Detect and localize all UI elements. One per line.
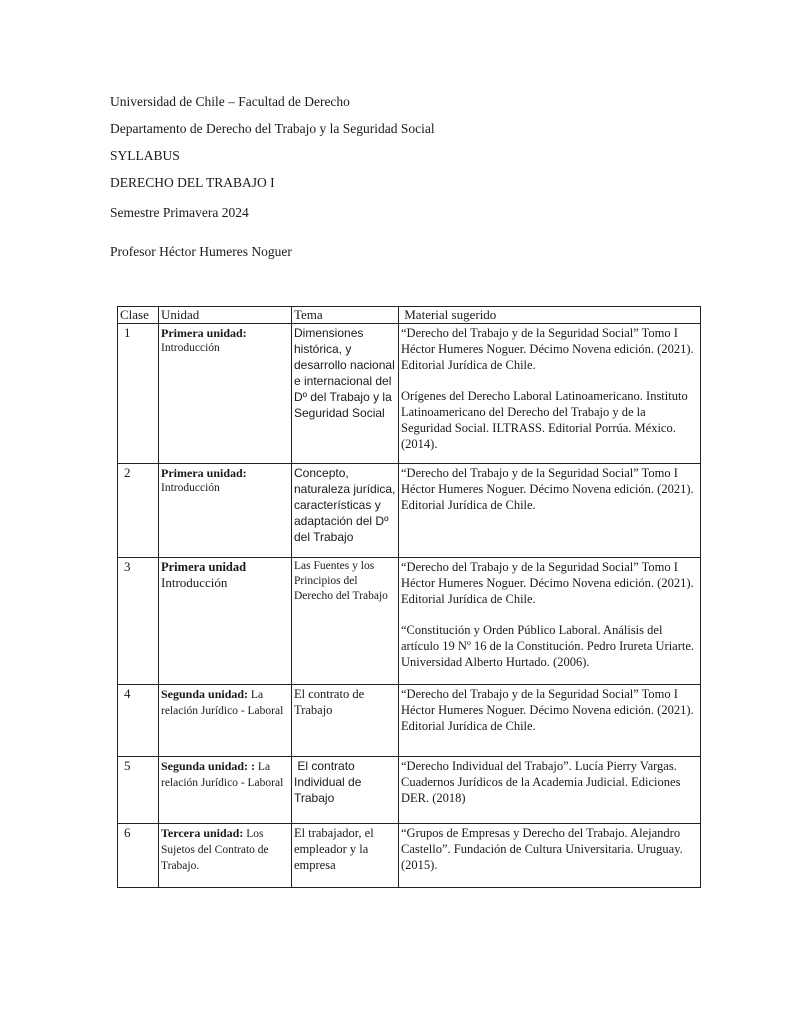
tema-cell: El contrato Individual de Trabajo xyxy=(292,757,399,824)
syllabus-table xyxy=(117,306,701,888)
university-line: Universidad de Chile – Facultad de Derecho xyxy=(110,94,350,109)
unidad-cell xyxy=(159,757,292,824)
table-row xyxy=(118,685,701,757)
unidad-cell xyxy=(159,685,292,757)
clase-cell xyxy=(118,464,159,558)
material-reference: “Derecho Individual del Trabajo”. Lucía Pierry Vargas. xyxy=(401,759,677,773)
material-cell xyxy=(399,685,701,757)
table-row xyxy=(118,558,701,685)
column-header-material: Material sugerido xyxy=(399,307,701,324)
unidad-subtitle: Introducción xyxy=(161,342,220,354)
tema-cell: El contrato de Trabajo xyxy=(292,685,399,757)
column-header-unidad: Unidad xyxy=(159,307,292,324)
table-header-row xyxy=(118,307,701,324)
unidad-title: Primera unidad xyxy=(161,560,247,574)
unidad-title: Tercera unidad: xyxy=(161,826,244,840)
unidad-cell xyxy=(159,324,292,464)
table-row xyxy=(118,324,701,464)
doc-type-line: SYLLABUS xyxy=(110,148,180,163)
unidad-cell xyxy=(159,464,292,558)
department-line: Departamento de Derecho del Trabajo y la Seguridad Social xyxy=(110,121,435,136)
course-title: DERECHO DEL TRABAJO I xyxy=(110,175,275,190)
material-reference: Cuadernos Jurídicos de la Academia Judicial. Ediciones DER. (2018) xyxy=(401,775,681,805)
tema-cell: Las Fuentes y los Principios del Derecho del Trabajo xyxy=(292,558,399,685)
unidad-subtitle: Los Sujetos del Contrato de Trabajo. xyxy=(161,828,269,872)
material-reference: “Derecho del Trabajo y de la Seguridad Social” Tomo I Héctor Humeres Noguer. Décimo Novena edición. (2021). Editorial Jurídica de Chile. xyxy=(401,687,694,733)
unidad-subtitle: La relación Jurídico - Laboral xyxy=(161,689,284,717)
material-cell xyxy=(399,824,701,888)
material-reference: “Constitución y Orden Público Laboral. Análisis del artículo 19 Nº 16 de la Constitución. Pedro Irureta Uriarte. Universidad Alberto Hurtado. (2006). xyxy=(401,623,695,669)
clase-number: 4 xyxy=(124,686,131,701)
clase-number: 5 xyxy=(124,758,131,773)
material-reference: Orígenes del Derecho Laboral Latinoamericano. Instituto Latinoamericano del Derecho del Trabajo y de la Seguridad Social. ILTRASS. Editorial Porrúa. México. (2014). xyxy=(401,389,688,451)
material-cell xyxy=(399,324,701,464)
professor-line: Profesor Héctor Humeres Noguer xyxy=(110,244,292,259)
unidad-title: Segunda unidad: : xyxy=(161,759,256,773)
clase-number: 6 xyxy=(124,825,131,840)
unidad-title: Primera unidad: xyxy=(161,326,247,340)
semester-line: Semestre Primavera 2024 xyxy=(110,205,249,220)
unidad-cell xyxy=(159,824,292,888)
clase-cell xyxy=(118,324,159,464)
material-cell xyxy=(399,464,701,558)
table-row xyxy=(118,757,701,824)
clase-cell xyxy=(118,558,159,685)
unidad-subtitle: La relación Jurídico - Laboral xyxy=(161,761,284,789)
tema-cell: El trabajador, el empleador y la empresa xyxy=(292,824,399,888)
tema-cell: Concepto, naturaleza jurídica, características y adaptación del Dº del Trabajo xyxy=(292,464,399,558)
clase-cell xyxy=(118,824,159,888)
material-reference: “Derecho del Trabajo y de la Seguridad Social” Tomo I Héctor Humeres Noguer. Décimo Novena edición. (2021). Editorial Jurídica de Chile. xyxy=(401,466,694,512)
column-header-clase: Clase xyxy=(118,307,159,324)
clase-number: 1 xyxy=(124,325,131,340)
material-reference: “Grupos de Empresas y Derecho del Trabajo. Alejandro Castello”. Fundación de Cultura Universitaria. Uruguay. (2015). xyxy=(401,826,683,872)
material-cell xyxy=(399,757,701,824)
table-row xyxy=(118,824,701,888)
unidad-cell xyxy=(159,558,292,685)
clase-number: 2 xyxy=(124,465,131,480)
material-reference: “Derecho del Trabajo y de la Seguridad Social” Tomo I Héctor Humeres Noguer. Décimo Novena edición. (2021). Editorial Jurídica de Chile. xyxy=(401,560,694,606)
table-row xyxy=(118,464,701,558)
unidad-title: Primera unidad: xyxy=(161,466,247,480)
unidad-subtitle: Introducción xyxy=(161,575,228,590)
unidad-title: Segunda unidad: xyxy=(161,687,249,701)
clase-number: 3 xyxy=(124,559,131,574)
column-header-tema: Tema xyxy=(292,307,399,324)
unidad-subtitle: Introducción xyxy=(161,482,220,494)
clase-cell xyxy=(118,757,159,824)
tema-cell: Dimensiones histórica, y desarrollo nacional e internacional del Dº del Trabajo y la Seguridad Social xyxy=(292,324,399,464)
material-cell xyxy=(399,558,701,685)
material-reference: “Derecho del Trabajo y de la Seguridad Social” Tomo I Héctor Humeres Noguer. Décimo Novena edición. (2021). Editorial Jurídica de Chile. xyxy=(401,326,694,372)
clase-cell xyxy=(118,685,159,757)
